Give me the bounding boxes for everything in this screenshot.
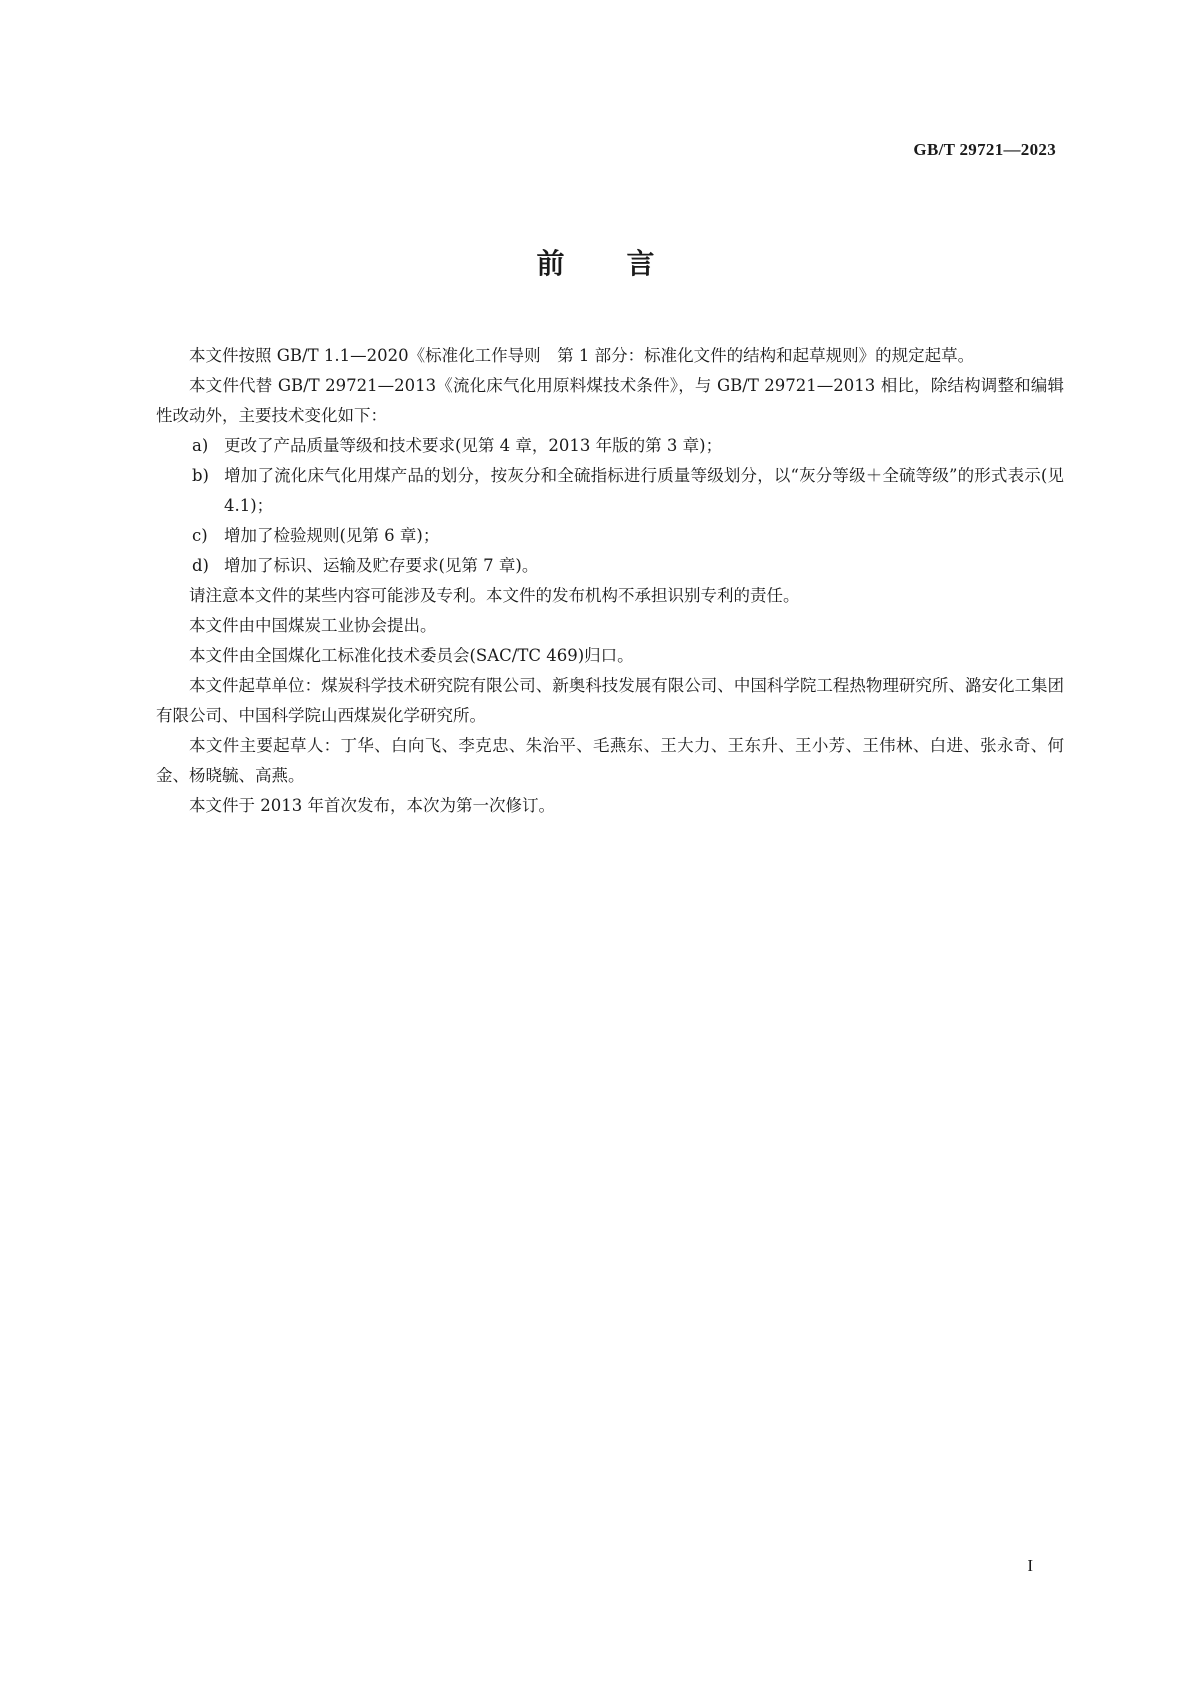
paragraph-drafting-units: 本文件起草单位：煤炭科学技术研究院有限公司、新奥科技发展有限公司、中国科学院工程热物理研究所、潞安化工集团有限公司、中国科学院山西煤炭化学研究所。 — [156, 676, 1064, 725]
paragraph-technical-committee: 本文件由全国煤化工标准化技术委员会(SAC/TC 469)归口。 — [189, 646, 634, 665]
list-item-change-c — [156, 521, 1064, 551]
standard-number: GB/T 29721—2023 — [913, 140, 1056, 159]
page-title: 前言 — [536, 247, 717, 280]
paragraph-revision-history: 本文件于 2013 年首次发布，本次为第一次修订。 — [189, 796, 555, 815]
list-item-change-a — [156, 431, 1064, 461]
list-item-text: 增加了标识、运输及贮存要求(见第 7 章)。 — [224, 556, 539, 575]
list-item-text: 增加了检验规则(见第 6 章)； — [224, 526, 440, 545]
paragraph-drafters: 本文件主要起草人：丁华、白向飞、李克忠、朱治平、毛燕东、王大力、王东升、王小芳、王伟林、白进、张永奇、何金、杨晓毓、高燕。 — [156, 736, 1064, 785]
list-item-text: 增加了流化床气化用煤产品的划分，按灰分和全硫指标进行质量等级划分，以“灰分等级＋全硫等级”的形式表示(见 4.1)； — [224, 466, 1064, 515]
paragraph-drafting-rules: 本文件按照 GB/T 1.1—2020《标准化工作导则 第 1 部分：标准化文件的结构和起草规则》的规定起草。 — [189, 346, 975, 365]
list-item-mark: d) — [192, 556, 209, 575]
list-item-mark: c) — [192, 526, 208, 545]
list-item-mark: b) — [192, 466, 209, 485]
foreword-body — [156, 341, 1064, 821]
paragraph-replacement: 本文件代替 GB/T 29721—2013《流化床气化用原料煤技术条件》，与 GB/T 29721—2013 相比，除结构调整和编辑性改动外，主要技术变化如下： — [156, 376, 1064, 425]
paragraph-proposer: 本文件由中国煤炭工业协会提出。 — [189, 616, 437, 635]
paragraph-patent-notice: 请注意本文件的某些内容可能涉及专利。本文件的发布机构不承担识别专利的责任。 — [189, 586, 800, 605]
list-item-text: 更改了产品质量等级和技术要求(见第 4 章，2013 年版的第 3 章)； — [224, 436, 723, 455]
list-item-change-d — [156, 551, 1064, 581]
list-item-mark: a) — [192, 436, 209, 455]
list-item-change-b — [156, 461, 1064, 521]
page-number: I — [1027, 1556, 1033, 1575]
